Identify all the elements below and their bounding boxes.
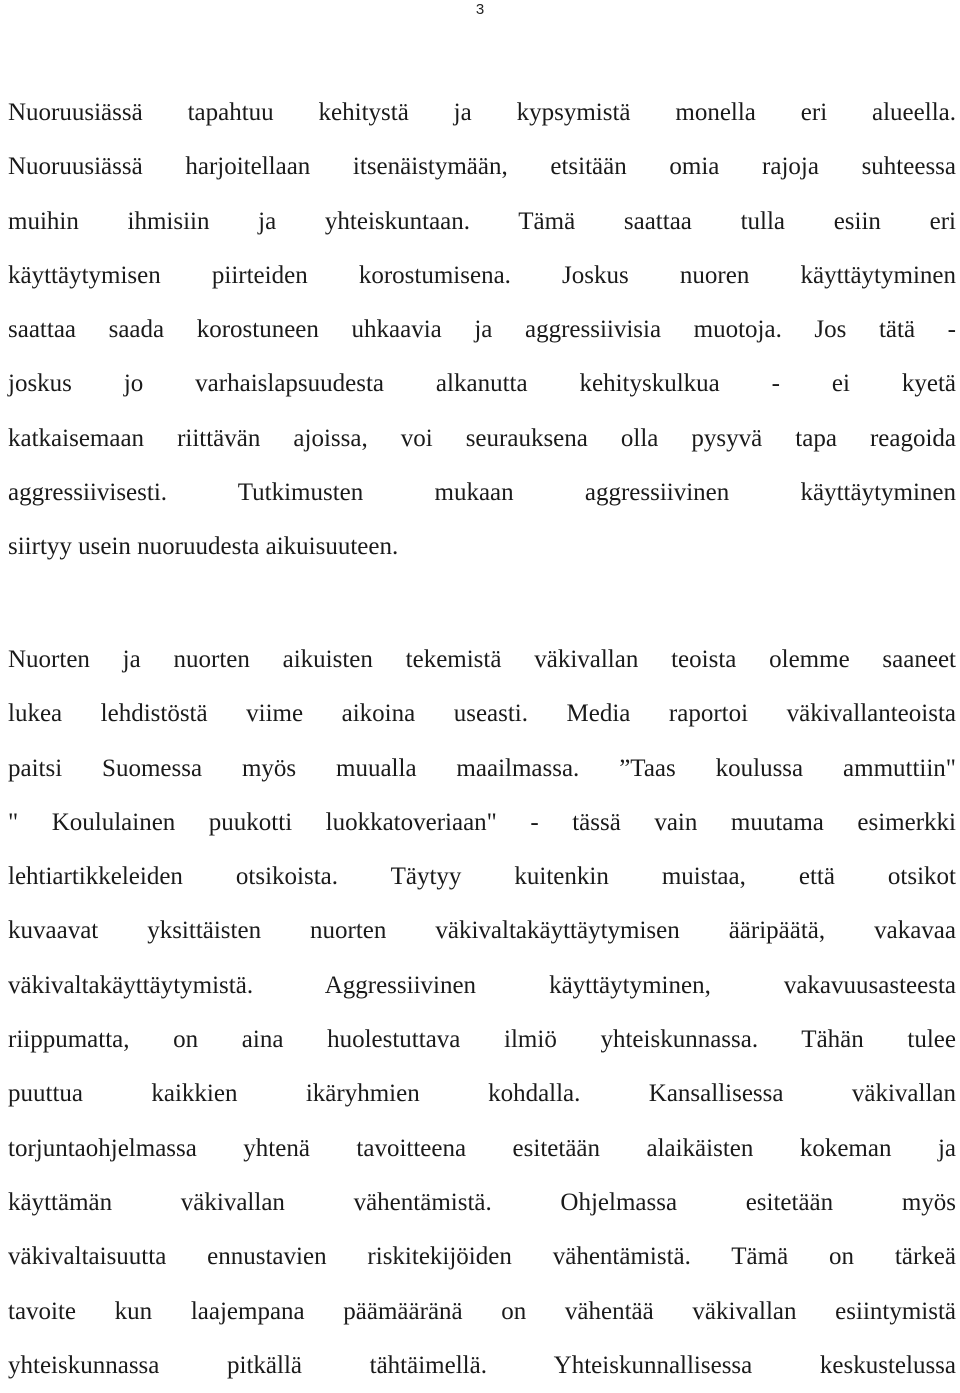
text-line: aggressiivisesti. Tutkimusten mukaan aggressiivinen käyttäytyminen <box>8 479 956 507</box>
text-line: käyttäytymisen piirteiden korostumisena. Joskus nuoren käyttäytyminen <box>8 261 956 289</box>
text-line: joskus jo varhaislapsuudesta alkanutta kehityskulkua - ei kyetä <box>8 370 956 398</box>
text-line: Nuorten ja nuorten aikuisten tekemistä väkivallan teoista olemme saaneet <box>8 646 956 673</box>
page-number: 3 <box>475 1 485 18</box>
text-line: väkivaltaisuutta ennustavien riskitekijöiden vähentämistä. Tämä on tärkeä <box>8 1243 956 1271</box>
text-line: tavoite kun laajempana päämääränä on vähentää väkivallan esiintymistä <box>8 1297 956 1325</box>
text-line: Nuoruusiässä harjoitellaan itsenäistymään, etsitään omia rajoja suhteessa <box>8 153 956 181</box>
paragraph-1 <box>8 86 956 575</box>
text-line: kuvaavat yksittäisten nuorten väkivaltakäyttäytymisen ääripäätä, vakavaa <box>8 917 956 945</box>
text-line: saattaa saada korostuneen uhkaavia ja aggressiivisia muotoja. Jos tätä - <box>8 316 956 344</box>
paragraph-2 <box>8 633 956 1393</box>
text-line: lehtiartikkeleiden otsikoista. Täytyy kuitenkin muistaa, että otsikot <box>8 863 956 891</box>
text-line: katkaisemaan riittävän ajoissa, voi seurauksena olla pysyvä tapa reagoida <box>8 424 956 452</box>
text-line: muihin ihmisiin ja yhteiskuntaan. Tämä saattaa tulla esiin eri <box>8 207 956 235</box>
text-line: torjuntaohjelmassa yhtenä tavoitteena esitetään alaikäisten kokeman ja <box>8 1134 956 1162</box>
text-line: " Koululainen puukotti luokkatoveriaan" - tässä vain muutama esimerkki <box>8 808 956 836</box>
text-line: lukea lehdistöstä viime aikoina useasti. Media raportoi väkivallanteoista <box>8 700 956 728</box>
text-line: käyttämän väkivallan vähentämistä. Ohjelmassa esitetään myös <box>8 1188 956 1216</box>
text-line: väkivaltakäyttäytymistä. Aggressiivinen käyttäytyminen, vakavuusasteesta <box>8 971 956 999</box>
text-line: paitsi Suomessa myös muualla maailmassa. ”Taas koulussa ammuttiin" <box>8 754 956 782</box>
text-line: puuttua kaikkien ikäryhmien kohdalla. Kansallisessa väkivallan <box>8 1080 956 1108</box>
text-line: Nuoruusiässä tapahtuu kehitystä ja kypsymistä monella eri alueella. <box>8 99 956 126</box>
text-line: siirtyy usein nuoruudesta aikuisuuteen. <box>8 533 399 561</box>
text-line: yhteiskunnassa pitkällä tähtäimellä. Yhteiskunnallisessa keskustelussa <box>8 1351 956 1379</box>
text-line: riippumatta, on aina huolestuttava ilmiö yhteiskunnassa. Tähän tulee <box>8 1026 956 1054</box>
